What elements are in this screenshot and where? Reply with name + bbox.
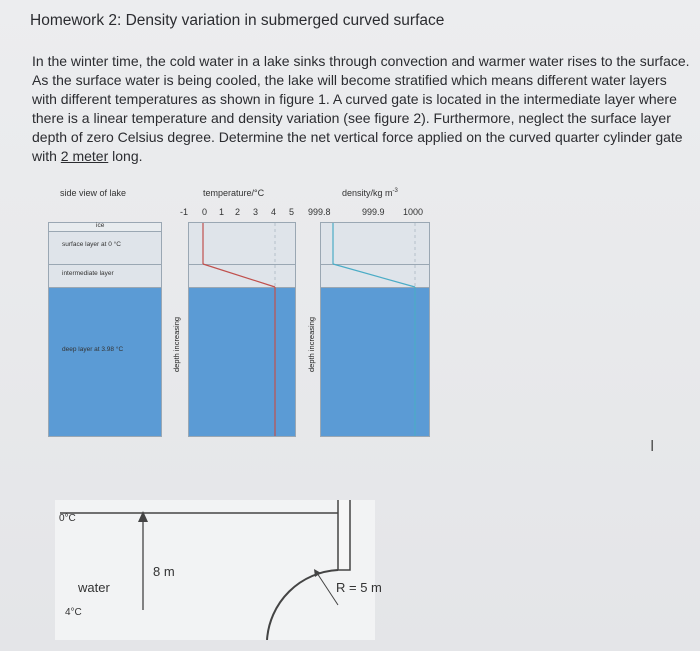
- gate-diagram-svg: [55, 500, 375, 640]
- top-temperature-label: 0°C: [59, 513, 76, 524]
- temp-tick: 5: [289, 207, 295, 217]
- temperature-axis-label: temperature/°C: [203, 188, 265, 198]
- temp-line-gradient: [203, 264, 275, 287]
- density-profile-svg: [321, 223, 429, 436]
- density-axis-label: density/kg $m^{-3}$: [342, 188, 398, 198]
- depth-label-density: depth increasing: [307, 316, 316, 372]
- density-column: [320, 222, 430, 437]
- side-view-label: side view of lake: [60, 188, 127, 198]
- ice-band: [49, 223, 161, 232]
- temp-tick: -1: [180, 207, 189, 217]
- temp-tick: 3: [253, 207, 259, 217]
- text-cursor-icon: I: [650, 438, 655, 455]
- gate-wall: [338, 500, 350, 570]
- side-view-column: [48, 222, 162, 437]
- curved-gate: [267, 570, 338, 640]
- density-line-gradient: [333, 264, 415, 287]
- density-tick: 1000: [403, 207, 424, 217]
- water-label: water: [78, 580, 110, 595]
- intermediate-layer-label: intermediate layer: [62, 270, 114, 277]
- temp-tick: 1: [219, 207, 225, 217]
- figure2-panel: [55, 500, 382, 640]
- bottom-temperature-label: 4°C: [65, 607, 82, 618]
- temp-tick: 0: [202, 207, 208, 217]
- temp-tick: 2: [235, 207, 241, 217]
- radius-label: R = 5 m: [336, 580, 382, 595]
- problem-paragraph: [32, 52, 692, 166]
- temperature-profile-svg: [189, 223, 295, 436]
- density-tick: 999.8: [308, 207, 331, 217]
- deep-layer-band: [49, 287, 161, 437]
- density-tick: 999.9: [362, 207, 385, 217]
- temperature-column: [188, 222, 296, 437]
- surface-divider: [49, 264, 161, 265]
- surface-layer-label: surface layer at 0 °C: [62, 241, 121, 248]
- ice-label: ice: [96, 222, 105, 229]
- temp-tick: 4: [271, 207, 277, 217]
- underlined-length: 2 meter: [60, 148, 109, 164]
- radius-arrow-head: [314, 569, 321, 577]
- paragraph-text-1: In the winter time, the cold water in a lake sinks through convection and warmer water rises to the surface. As the surface water is being cooled, the lake will become stratified which means different water layers with different temperatures as shown in figure 1. A curved gate is located in the intermediate layer where there is a linear temperature and density variation (see figure 2). Furthermore, neglect the surface layer depth of zero Celsius degree. Determine the net vertical force applied on the curved quarter cylinder gate with: [32, 53, 690, 164]
- deep-layer-label: deep layer at 3.98 °C: [62, 346, 124, 353]
- radius-arrow-line: [317, 573, 338, 605]
- page-title: Homework 2: Density variation in submerged curved surface: [30, 12, 445, 29]
- paragraph-text-2: long.: [108, 148, 143, 164]
- height-label: 8 m: [153, 564, 175, 579]
- depth-label-temp: depth increasing: [172, 316, 181, 372]
